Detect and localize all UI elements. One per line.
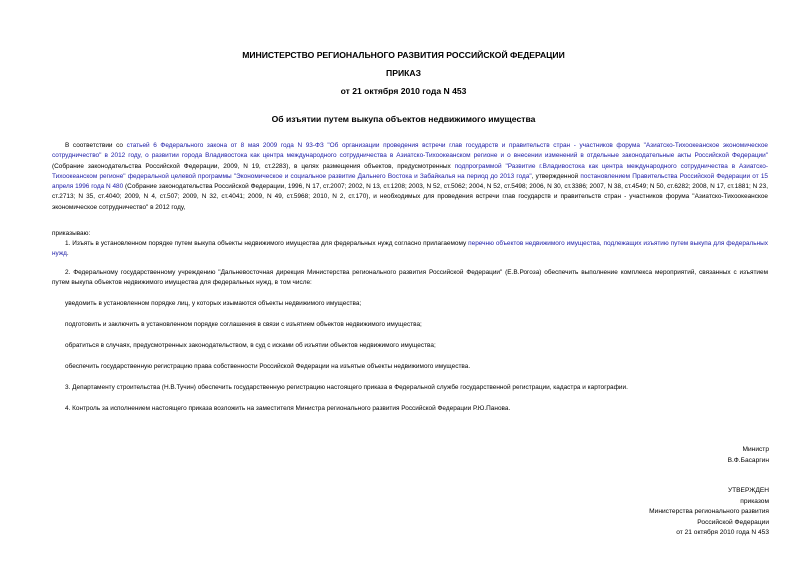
approval-line-5: от 21 октября 2010 года N 453 xyxy=(676,529,769,537)
approval-line-2: приказом xyxy=(740,497,769,505)
subitem-registration: обеспечить государственную регистрацию права собственности Российской Федерации на изъятые объекты недвижимого имущества. xyxy=(65,363,471,370)
property-list-link[interactable]: перечню объектов недвижимого имущества, подлежащих изъятию путем выкупа для федеральных нужд xyxy=(52,240,768,258)
subprogram-link[interactable]: подпрограммой "Развитие г.Владивостока как центра международного сотрудничества в Азиатско-Тихоокеанском регионе" федеральной целевой программы "Экономическое и социальное развитие Дальнего Востока и Забайкалья на период до 2013 года" xyxy=(52,162,769,180)
item-3: 3. Департаменту строительства (Н.В.Тучин) обеспечить государственную регистрацию настоящего приказа в Федеральной службе государственной регистрации, кадастра и картографии. xyxy=(65,384,628,391)
preamble-text-3: , утвержденной xyxy=(531,172,581,180)
approval-line-4: Российской Федерации xyxy=(697,518,769,526)
item-1-text: 1. Изъять в установленном порядке путем выкупа объекты недвижимого имущества для федеральных нужд согласно прилагаемому xyxy=(65,240,469,247)
subitem-agreements: подготовить и заключить в установленном порядке соглашения в связи с изъятием объектов недвижимого имущества; xyxy=(65,321,422,328)
preamble-text-4: (Собрание законодательства Российской Федерации, 1996, N 17, ст.2007; 2002, N 13, ст.1208; 2003, N 52, ст.5062; 2004, N 52, ст.5498; 2006, N 30, ст.3386; 2007, N 38, ст.4549; N 50, ст.6282; 2008, N 17, ст.1881; N 23, ст.2713; N 35, ст.4040; 2009, N 4, ст.507; 2009, N 32, ст.4041; 2009, N 49, ст.5968; 2010, N 2, ст.170), и необходимых для проведения встречи глав государств и правительств стран - участников форума "Азиатско-Тихоокеанское экономическое сотрудничество" в 2012 году, xyxy=(52,183,768,211)
item-4: 4. Контроль за исполнением настоящего приказа возложить на заместителя Министра регионального развития Российской Федерации Р.Ю.Панова. xyxy=(65,405,511,412)
date-number-heading: от 21 октября 2010 года N 453 xyxy=(340,86,467,96)
subitem-court: обратиться в случаях, предусмотренных законодательством, в суд с исками об изъятии объектов недвижимого имущества; xyxy=(65,342,436,349)
approval-line-1: УТВЕРЖДЕН xyxy=(727,487,769,494)
preamble-paragraph xyxy=(52,141,768,213)
item-2: 2. Федеральному государственному учреждению "Дальневосточная дирекция Министерства регионального развития Российской Федерации" (Е.В.Рогоза) обеспечить выполнение комплекса мероприятий, связанных с изъятием путем выкупа объектов недвижимого имущества для федеральных нужд, в том числе: xyxy=(52,269,768,287)
order-word: приказываю: xyxy=(52,230,91,237)
item-1-end: . xyxy=(66,250,69,258)
signatory-name: В.Ф.Басаргин xyxy=(727,456,769,464)
government-resolution-link[interactable]: постановлением Правительства Российской Федерации от 15 апреля 1996 года N 480 xyxy=(52,172,768,191)
approval-line-3: Министерства регионального развития xyxy=(649,508,769,516)
federal-law-link[interactable]: статьей 6 Федерального закона от 8 мая 2009 года N 93-ФЗ "Об организации проведения встречи глав государств и правительств стран - участников форума "Азиатско-Тихоокеанское экономическое сотрудничество" в 2012 году, о развитии города Владивостока как центра международного сотрудничества в Азиатско-Тихоокеанском регионе и о внесении изменений в отдельные законодательные акты Российской Федерации" xyxy=(52,142,768,160)
signature-block xyxy=(728,445,769,466)
document-title: Об изъятии путем выкупа объектов недвижимого имущества xyxy=(271,114,536,124)
item-1 xyxy=(52,239,768,260)
preamble-text-2: (Собрание законодательства Российской Федерации, 2009, N 19, ст.2283), в целях размещения объектов, предусмотренных xyxy=(52,162,455,170)
preamble-text-1: В соответствии со xyxy=(65,142,127,149)
ministry-heading: МИНИСТЕРСТВО РЕГИОНАЛЬНОГО РАЗВИТИЯ РОССИЙСКОЙ ФЕДЕРАЦИИ xyxy=(242,50,565,60)
subitem-notify: уведомить в установленном порядке лиц, у которых изымаются объекты недвижимого имущества; xyxy=(65,300,362,307)
signatory-position: Министр xyxy=(742,446,769,453)
approval-block xyxy=(649,486,769,539)
doc-type-heading: ПРИКАЗ xyxy=(386,68,421,78)
